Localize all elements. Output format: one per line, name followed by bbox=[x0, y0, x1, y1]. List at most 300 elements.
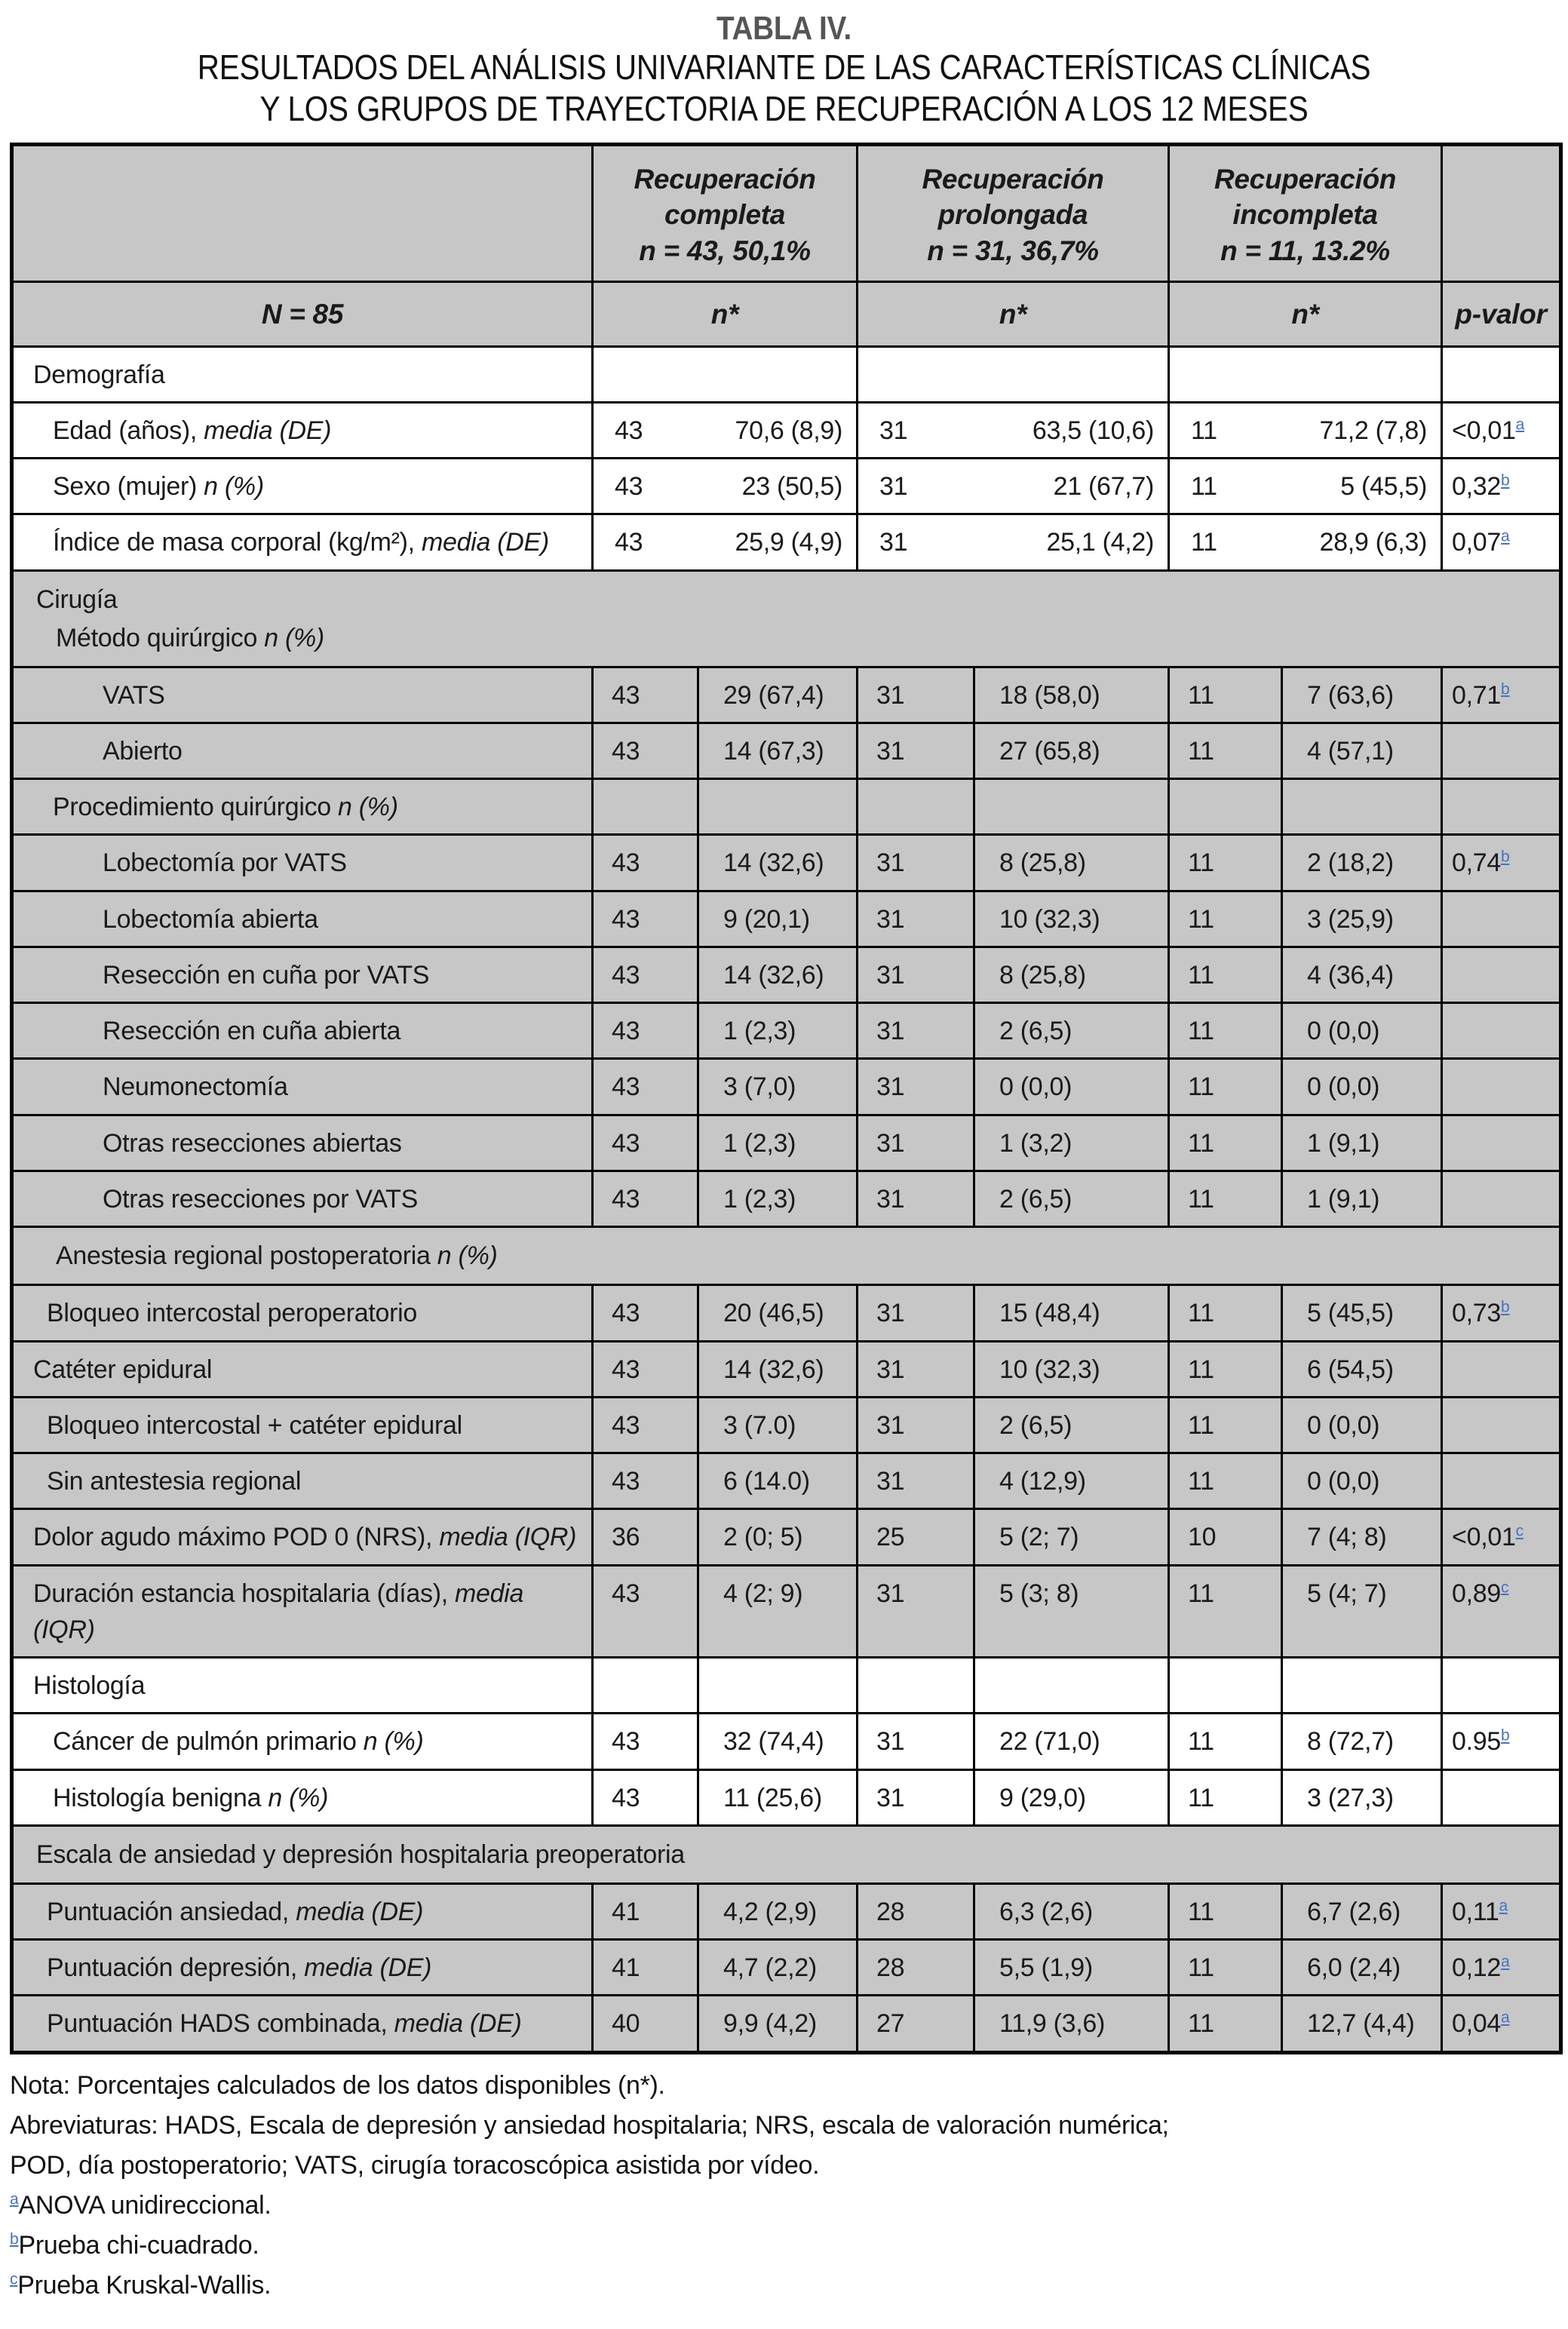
p-value-cell bbox=[1442, 891, 1561, 947]
statistic-cell-g3: 6,0 (2,4) bbox=[1282, 1940, 1442, 1996]
row-label-cell: Otras resecciones por VATS bbox=[12, 1171, 593, 1226]
statistic-cell-g2: 8 (25,8) bbox=[974, 947, 1169, 1002]
available-n-cell-g2: 31 bbox=[858, 1714, 974, 1769]
section-label: Escala de ansiedad y depresión hospitalaria preoperatoria bbox=[36, 1840, 685, 1869]
statistic-cell-g1: 6 (14.0) bbox=[698, 1453, 858, 1509]
available-n: 31 bbox=[879, 416, 908, 445]
row-label-cell: Duración estancia hospitalaria (días), media (IQR) bbox=[12, 1565, 593, 1658]
section-row bbox=[12, 1658, 1561, 1714]
p-value-cell: 0.95$^b$ bbox=[1442, 1714, 1561, 1769]
available-n-cell-g1: 43 bbox=[593, 1285, 698, 1341]
group-data-cell-g2 bbox=[858, 514, 1169, 570]
group-name: Recuperación prolongada bbox=[922, 163, 1104, 231]
available-n-cell-g3: 10 bbox=[1169, 1509, 1282, 1565]
available-n-cell-g2: 31 bbox=[858, 947, 974, 1002]
statistic-cell-g3: 12,7 (4,4) bbox=[1282, 1996, 1442, 2052]
table-row bbox=[12, 1341, 1561, 1397]
available-n-cell-g1: 43 bbox=[593, 1115, 698, 1171]
available-n-cell-g2: 31 bbox=[858, 1003, 974, 1059]
statistic-cell-g1: 1 (2,3) bbox=[698, 1003, 858, 1059]
available-n-cell-g3: 11 bbox=[1169, 1285, 1282, 1341]
available-n-cell-g1: 43 bbox=[593, 891, 698, 947]
table-row bbox=[12, 1714, 1561, 1769]
statistic-cell-g1: 20 (46,5) bbox=[698, 1285, 858, 1341]
statistic-cell-g1: 29 (67,4) bbox=[698, 667, 858, 723]
statistic-cell-g3: 5 (4; 7) bbox=[1282, 1565, 1442, 1658]
footnote-ref-a[interactable]: a bbox=[1501, 528, 1510, 545]
header-row-groups bbox=[12, 144, 1561, 281]
footnote-nota: Nota: Porcentajes calculados de los datos disponibles (n*). bbox=[10, 2070, 665, 2100]
row-label-cell: Cáncer de pulmón primario n (%) bbox=[12, 1714, 593, 1769]
p-value-cell: 0,32$^b$ bbox=[1442, 459, 1561, 514]
footnote-ref-b[interactable]: b bbox=[1501, 471, 1510, 489]
section-label-cell: Procedimiento quirúrgico n (%) bbox=[12, 779, 593, 835]
empty-value-cell-g1 bbox=[698, 779, 858, 835]
available-n-cell-g3: 11 bbox=[1169, 1171, 1282, 1226]
footnotes bbox=[10, 2067, 1558, 2305]
available-n: 31 bbox=[879, 528, 908, 557]
group-count: n = 43, 50,1% bbox=[639, 235, 811, 266]
available-n-cell-g2: 31 bbox=[858, 1115, 974, 1171]
row-label-cell: Edad (años), media (DE) bbox=[12, 402, 593, 458]
univariate-results-table bbox=[10, 143, 1563, 2054]
empty-n-cell-g2 bbox=[858, 1658, 974, 1714]
statistic-cell-g1: 9 (20,1) bbox=[698, 891, 858, 947]
row-label-cell: Resección en cuña por VATS bbox=[12, 947, 593, 1002]
statistic-cell-g1: 1 (2,3) bbox=[698, 1171, 858, 1226]
statistic-cell-g2: 2 (6,5) bbox=[974, 1397, 1169, 1453]
statistic-value: 25,1 (4,2) bbox=[1046, 528, 1155, 557]
row-label-cell: Lobectomía por VATS bbox=[12, 835, 593, 891]
available-n-cell-g3: 11 bbox=[1169, 1996, 1282, 2052]
p-value-cell bbox=[1442, 1003, 1561, 1059]
group-data-cell-g1 bbox=[593, 402, 858, 458]
statistic-value: 5 (45,5) bbox=[1340, 472, 1428, 502]
statistic-cell-g2: 18 (58,0) bbox=[974, 667, 1169, 723]
statistic-cell-g3: 3 (27,3) bbox=[1282, 1769, 1442, 1825]
table-row bbox=[12, 1565, 1561, 1658]
n-star-header-1: n* bbox=[593, 282, 858, 347]
p-value-cell bbox=[1442, 1171, 1561, 1226]
row-label-cell: Puntuación ansiedad, media (DE) bbox=[12, 1883, 593, 1939]
table-row bbox=[12, 835, 1561, 891]
available-n-cell-g2: 25 bbox=[858, 1509, 974, 1565]
empty-n-cell-g1 bbox=[593, 779, 698, 835]
statistic-cell-g3: 1 (9,1) bbox=[1282, 1115, 1442, 1171]
available-n-cell-g3: 11 bbox=[1169, 1714, 1282, 1769]
available-n-cell-g2: 28 bbox=[858, 1940, 974, 1996]
section-row bbox=[12, 346, 1561, 402]
available-n-cell-g3: 11 bbox=[1169, 947, 1282, 1002]
title-line-2: Y LOS GRUPOS DE TRAYECTORIA DE RECUPERACIÓN A LOS 12 MESES bbox=[259, 88, 1309, 128]
statistic-cell-g3: 4 (57,1) bbox=[1282, 723, 1442, 778]
p-value-cell: <0,01$^a$ bbox=[1442, 402, 1561, 458]
statistic-cell-g1: 11 (25,6) bbox=[698, 1769, 858, 1825]
available-n-cell-g3: 11 bbox=[1169, 1565, 1282, 1658]
header-row-n bbox=[12, 282, 1561, 347]
available-n-cell-g2: 31 bbox=[858, 1769, 974, 1825]
statistic-cell-g1: 2 (0; 5) bbox=[698, 1509, 858, 1565]
label-descriptor: media (DE) bbox=[204, 416, 332, 445]
p-value-cell: 0,07$^a$ bbox=[1442, 514, 1561, 570]
available-n: 43 bbox=[615, 528, 643, 557]
available-n: 11 bbox=[1191, 416, 1217, 445]
statistic-cell-g2: 10 (32,3) bbox=[974, 891, 1169, 947]
statistic-cell-g2: 5 (3; 8) bbox=[974, 1565, 1169, 1658]
statistic-cell-g1: 14 (32,6) bbox=[698, 947, 858, 1002]
section-band-cell bbox=[12, 570, 1561, 667]
statistic-cell-g1: 4 (2; 9) bbox=[698, 1565, 858, 1658]
label-descriptor: media (DE) bbox=[296, 1897, 424, 1926]
group-header-3 bbox=[1169, 144, 1442, 281]
p-value-cell: 0,74$^b$ bbox=[1442, 835, 1561, 891]
statistic-cell-g3: 5 (45,5) bbox=[1282, 1285, 1442, 1341]
label-descriptor: n (%) bbox=[338, 793, 398, 822]
available-n-cell-g3: 11 bbox=[1169, 1940, 1282, 1996]
available-n-cell-g3: 11 bbox=[1169, 667, 1282, 723]
statistic-value: 23 (50,5) bbox=[741, 472, 843, 502]
group-data bbox=[597, 524, 853, 560]
statistic-value: 21 (67,7) bbox=[1053, 472, 1155, 502]
row-label-cell: Abierto bbox=[12, 723, 593, 778]
label-descriptor: media (IQR) bbox=[33, 1579, 524, 1644]
statistic-cell-g3: 0 (0,0) bbox=[1282, 1059, 1442, 1115]
group-data-cell-g3 bbox=[1169, 459, 1442, 514]
available-n-cell-g3: 11 bbox=[1169, 1003, 1282, 1059]
statistic-cell-g3: 6 (54,5) bbox=[1282, 1341, 1442, 1397]
statistic-cell-g3: 7 (4; 8) bbox=[1282, 1509, 1442, 1565]
header-p-spacer-cell bbox=[1442, 144, 1561, 281]
title-line-1: RESULTADOS DEL ANÁLISIS UNIVARIANTE DE LAS CARACTERÍSTICAS CLÍNICAS bbox=[197, 48, 1371, 87]
table-row bbox=[12, 1115, 1561, 1171]
label-descriptor: n (%) bbox=[363, 1727, 424, 1757]
statistic-cell-g3: 2 (18,2) bbox=[1282, 835, 1442, 891]
statistic-cell-g2: 4 (12,9) bbox=[974, 1453, 1169, 1509]
statistic-value: 25,9 (4,9) bbox=[735, 528, 843, 557]
available-n-cell-g2: 31 bbox=[858, 1397, 974, 1453]
available-n-cell-g1: 41 bbox=[593, 1883, 698, 1939]
band-row bbox=[12, 1825, 1561, 1883]
available-n-cell-g1: 43 bbox=[593, 835, 698, 891]
group-data-cell-g3 bbox=[1169, 514, 1442, 570]
row-label-cell: Histología benigna n (%) bbox=[12, 1769, 593, 1825]
table-row bbox=[12, 1509, 1561, 1565]
statistic-cell-g2: 0 (0,0) bbox=[974, 1059, 1169, 1115]
statistic-cell-g2: 27 (65,8) bbox=[974, 723, 1169, 778]
row-label-cell: Puntuación HADS combinada, media (DE) bbox=[12, 1996, 593, 2052]
statistic-value: 70,6 (8,9) bbox=[735, 416, 843, 445]
footnote-ref-a[interactable]: a bbox=[1515, 416, 1525, 434]
p-value-cell bbox=[1442, 1059, 1561, 1115]
p-value-cell: 0,04$^a$ bbox=[1442, 1996, 1561, 2052]
available-n-cell-g3: 11 bbox=[1169, 1341, 1282, 1397]
footnote-ref-b[interactable]: b bbox=[1501, 1727, 1510, 1745]
available-n-cell-g2: 28 bbox=[858, 1883, 974, 1939]
p-value-cell bbox=[1442, 1397, 1561, 1453]
footnote-c: $^c$Prueba Kruskal-Wallis. bbox=[10, 2270, 272, 2300]
total-n-cell: N = 85 bbox=[12, 282, 593, 347]
row-label-cell: Puntuación depresión, media (DE) bbox=[12, 1940, 593, 1996]
table-row bbox=[12, 402, 1561, 458]
available-n-cell-g3: 11 bbox=[1169, 1883, 1282, 1939]
header-spacer-cell bbox=[12, 144, 593, 281]
table-row bbox=[12, 1003, 1561, 1059]
label-descriptor: media (DE) bbox=[394, 2009, 522, 2039]
available-n-cell-g1: 43 bbox=[593, 723, 698, 778]
available-n-cell-g1: 43 bbox=[593, 1059, 698, 1115]
footnote-b: $^b$Prueba chi-cuadrado. bbox=[10, 2230, 259, 2260]
row-label-cell: Otras resecciones abiertas bbox=[12, 1115, 593, 1171]
statistic-cell-g1: 1 (2,3) bbox=[698, 1115, 858, 1171]
statistic-cell-g1: 4,7 (2,2) bbox=[698, 1940, 858, 1996]
group-data bbox=[861, 468, 1164, 505]
available-n-cell-g2: 31 bbox=[858, 835, 974, 891]
empty-group-cell-g2 bbox=[858, 346, 1169, 402]
statistic-cell-g2: 2 (6,5) bbox=[974, 1171, 1169, 1226]
group-count: n = 11, 13.2% bbox=[1220, 235, 1390, 266]
statistic-cell-g3: 1 (9,1) bbox=[1282, 1171, 1442, 1226]
statistic-cell-g2: 5 (2; 7) bbox=[974, 1509, 1169, 1565]
statistic-cell-g2: 15 (48,4) bbox=[974, 1285, 1169, 1341]
available-n-cell-g1: 43 bbox=[593, 1769, 698, 1825]
footnote-ref-b[interactable]: b bbox=[1501, 1298, 1510, 1316]
empty-p-cell bbox=[1442, 1658, 1561, 1714]
table-row bbox=[12, 1769, 1561, 1825]
empty-value-cell-g3 bbox=[1282, 1658, 1442, 1714]
row-label-cell: Sexo (mujer) n (%) bbox=[12, 459, 593, 514]
available-n-cell-g2: 31 bbox=[858, 667, 974, 723]
table-row bbox=[12, 1453, 1561, 1509]
footnote-ref-a[interactable]: a bbox=[1501, 1953, 1510, 1971]
available-n-cell-g2: 31 bbox=[858, 1171, 974, 1226]
table-row bbox=[12, 1285, 1561, 1341]
available-n-cell-g1: 40 bbox=[593, 1996, 698, 2052]
statistic-cell-g1: 14 (32,6) bbox=[698, 1341, 858, 1397]
available-n-cell-g2: 31 bbox=[858, 1285, 974, 1341]
statistic-cell-g1: 32 (74,4) bbox=[698, 1714, 858, 1769]
available-n: 11 bbox=[1191, 472, 1217, 502]
statistic-cell-g3: 7 (63,6) bbox=[1282, 667, 1442, 723]
footnote-abreviaturas-1: Abreviaturas: HADS, Escala de depresión y ansiedad hospitalaria; NRS, escala de valoración numérica; bbox=[10, 2110, 1169, 2140]
table-row bbox=[12, 723, 1561, 778]
p-value-cell: 0,11$^a$ bbox=[1442, 1883, 1561, 1939]
statistic-cell-g1: 4,2 (2,9) bbox=[698, 1883, 858, 1939]
group-data-cell-g3 bbox=[1169, 402, 1442, 458]
statistic-cell-g3: 6,7 (2,6) bbox=[1282, 1883, 1442, 1939]
footnote-ref-a[interactable]: a bbox=[1499, 1897, 1508, 1915]
group-data bbox=[1173, 468, 1438, 505]
empty-group-cell-g1 bbox=[593, 346, 858, 402]
available-n-cell-g1: 43 bbox=[593, 1341, 698, 1397]
table-title bbox=[10, 11, 1558, 129]
empty-value-cell-g2 bbox=[974, 1658, 1169, 1714]
section-label: Anestesia regional postoperatoria n (%) bbox=[56, 1241, 498, 1271]
statistic-cell-g1: 3 (7,0) bbox=[698, 1059, 858, 1115]
table-row bbox=[12, 891, 1561, 947]
p-value-cell: 0,89$^c$ bbox=[1442, 1565, 1561, 1658]
row-label-cell: Dolor agudo máximo POD 0 (NRS), media (IQR) bbox=[12, 1509, 593, 1565]
statistic-cell-g2: 22 (71,0) bbox=[974, 1714, 1169, 1769]
group-count: n = 31, 36,7% bbox=[927, 235, 1099, 266]
available-n-cell-g3: 11 bbox=[1169, 723, 1282, 778]
label-descriptor: n (%) bbox=[437, 1241, 498, 1271]
footnote-a: $^a$ANOVA unidireccional. bbox=[10, 2190, 272, 2220]
footnote-ref-b[interactable]: b bbox=[10, 2230, 19, 2248]
footnote-ref-b[interactable]: b bbox=[1501, 680, 1510, 698]
group-header-2 bbox=[858, 144, 1169, 281]
available-n-cell-g1: 43 bbox=[593, 1397, 698, 1453]
row-label-cell: Resección en cuña abierta bbox=[12, 1003, 593, 1059]
band-row bbox=[12, 570, 1561, 667]
table-row bbox=[12, 1171, 1561, 1226]
p-value-cell bbox=[1442, 723, 1561, 778]
table-row bbox=[12, 459, 1561, 514]
group-data bbox=[1173, 524, 1438, 560]
available-n-cell-g3: 11 bbox=[1169, 1769, 1282, 1825]
empty-p-cell bbox=[1442, 346, 1561, 402]
statistic-cell-g2: 10 (32,3) bbox=[974, 1341, 1169, 1397]
subsection-label: Método quirúrgico n (%) bbox=[56, 623, 324, 652]
group-data bbox=[861, 524, 1164, 560]
row-label-cell: Índice de masa corporal (kg/m²), media (DE) bbox=[12, 514, 593, 570]
empty-group-cell-g3 bbox=[1169, 346, 1442, 402]
statistic-cell-g1: 14 (32,6) bbox=[698, 835, 858, 891]
statistic-cell-g3: 0 (0,0) bbox=[1282, 1453, 1442, 1509]
statistic-value: 71,2 (7,8) bbox=[1319, 416, 1428, 445]
available-n-cell-g2: 31 bbox=[858, 891, 974, 947]
available-n: 43 bbox=[615, 472, 643, 502]
table-row bbox=[12, 1940, 1561, 1996]
available-n-cell-g1: 43 bbox=[593, 1714, 698, 1769]
statistic-cell-g3: 3 (25,9) bbox=[1282, 891, 1442, 947]
available-n: 11 bbox=[1191, 528, 1217, 557]
table-row bbox=[12, 1883, 1561, 1939]
available-n-cell-g1: 43 bbox=[593, 1565, 698, 1658]
empty-p-cell bbox=[1442, 779, 1561, 835]
row-label-cell: Catéter epidural bbox=[12, 1341, 593, 1397]
p-value-cell bbox=[1442, 1115, 1561, 1171]
available-n-cell-g3: 11 bbox=[1169, 1059, 1282, 1115]
statistic-cell-g2: 11,9 (3,6) bbox=[974, 1996, 1169, 2052]
empty-value-cell-g3 bbox=[1282, 779, 1442, 835]
statistic-cell-g3: 8 (72,7) bbox=[1282, 1714, 1442, 1769]
group-data bbox=[597, 468, 853, 505]
available-n: 43 bbox=[615, 416, 643, 445]
empty-n-cell-g1 bbox=[593, 1658, 698, 1714]
available-n-cell-g1: 43 bbox=[593, 1171, 698, 1226]
p-value-cell bbox=[1442, 1453, 1561, 1509]
label-descriptor: media (IQR) bbox=[439, 1523, 577, 1552]
statistic-value: 63,5 (10,6) bbox=[1032, 416, 1155, 445]
empty-value-cell-g1 bbox=[698, 1658, 858, 1714]
section-label-cell: Histología bbox=[12, 1658, 593, 1714]
available-n-cell-g1: 41 bbox=[593, 1940, 698, 1996]
available-n-cell-g2: 27 bbox=[858, 1996, 974, 2052]
available-n-cell-g2: 31 bbox=[858, 1453, 974, 1509]
available-n-cell-g2: 31 bbox=[858, 723, 974, 778]
footnote-ref-c[interactable]: c bbox=[10, 2270, 18, 2288]
available-n-cell-g3: 11 bbox=[1169, 1397, 1282, 1453]
group-data-cell-g1 bbox=[593, 514, 858, 570]
row-label-cell: Neumonectomía bbox=[12, 1059, 593, 1115]
group-name: Recuperación incompleta bbox=[1214, 163, 1397, 231]
statistic-cell-g1: 14 (67,3) bbox=[698, 723, 858, 778]
statistic-cell-g3: 4 (36,4) bbox=[1282, 947, 1442, 1002]
group-data bbox=[861, 413, 1164, 449]
available-n-cell-g1: 43 bbox=[593, 947, 698, 1002]
p-value-header-cell: p-valor bbox=[1442, 282, 1561, 347]
section-band-cell bbox=[12, 1227, 1561, 1285]
footnote-ref-c[interactable]: c bbox=[1515, 1522, 1524, 1540]
footnote-ref-b[interactable]: b bbox=[1501, 848, 1510, 867]
available-n-cell-g1: 43 bbox=[593, 1003, 698, 1059]
statistic-cell-g2: 6,3 (2,6) bbox=[974, 1883, 1169, 1939]
statistic-cell-g3: 0 (0,0) bbox=[1282, 1397, 1442, 1453]
statistic-cell-g2: 9 (29,0) bbox=[974, 1769, 1169, 1825]
available-n-cell-g1: 43 bbox=[593, 1453, 698, 1509]
n-star-header-3: n* bbox=[1169, 282, 1442, 347]
table-row bbox=[12, 1996, 1561, 2052]
p-value-cell bbox=[1442, 1341, 1561, 1397]
available-n-cell-g2: 31 bbox=[858, 1059, 974, 1115]
row-label-cell: VATS bbox=[12, 667, 593, 723]
section-label-cell: Demografía bbox=[12, 346, 593, 402]
available-n-cell-g1: 43 bbox=[593, 667, 698, 723]
n-star-header-2: n* bbox=[858, 282, 1169, 347]
label-descriptor: n (%) bbox=[204, 472, 264, 502]
statistic-cell-g3: 0 (0,0) bbox=[1282, 1003, 1442, 1059]
footnote-ref-a[interactable]: a bbox=[1501, 2009, 1510, 2027]
section-band-cell bbox=[12, 1825, 1561, 1883]
available-n-cell-g3: 11 bbox=[1169, 1453, 1282, 1509]
label-descriptor: n (%) bbox=[268, 1783, 329, 1812]
section-label: Cirugía bbox=[36, 585, 118, 614]
available-n-cell-g2: 31 bbox=[858, 1341, 974, 1397]
empty-n-cell-g2 bbox=[858, 779, 974, 835]
group-data bbox=[1173, 413, 1438, 449]
table-row bbox=[12, 514, 1561, 570]
statistic-cell-g2: 2 (6,5) bbox=[974, 1003, 1169, 1059]
statistic-cell-g2: 5,5 (1,9) bbox=[974, 1940, 1169, 1996]
footnote-ref-a[interactable]: a bbox=[10, 2190, 19, 2208]
table-row bbox=[12, 947, 1561, 1002]
p-value-cell: 0,12$^a$ bbox=[1442, 1940, 1561, 1996]
row-label-cell: Bloqueo intercostal peroperatorio bbox=[12, 1285, 593, 1341]
available-n-cell-g3: 11 bbox=[1169, 835, 1282, 891]
group-header-1 bbox=[593, 144, 858, 281]
group-data-cell-g1 bbox=[593, 459, 858, 514]
table-row bbox=[12, 667, 1561, 723]
table-row bbox=[12, 1059, 1561, 1115]
footnote-ref-c[interactable]: c bbox=[1501, 1579, 1509, 1597]
label-descriptor: media (DE) bbox=[421, 528, 549, 557]
available-n-cell-g3: 11 bbox=[1169, 1115, 1282, 1171]
p-value-cell bbox=[1442, 1769, 1561, 1825]
empty-value-cell-g2 bbox=[974, 779, 1169, 835]
p-value-cell bbox=[1442, 947, 1561, 1002]
statistic-value: 28,9 (6,3) bbox=[1319, 528, 1428, 557]
available-n-cell-g2: 31 bbox=[858, 1565, 974, 1658]
footnote-abreviaturas-2: POD, día postoperatorio; VATS, cirugía toracoscópica asistida por vídeo. bbox=[10, 2150, 820, 2180]
available-n: 31 bbox=[879, 472, 908, 502]
label-descriptor: n (%) bbox=[264, 623, 324, 652]
group-name: Recuperación completa bbox=[634, 163, 816, 231]
table-number: TABLA IV. bbox=[716, 10, 852, 47]
p-value-cell: 0,71$^b$ bbox=[1442, 667, 1561, 723]
available-n-cell-g3: 11 bbox=[1169, 891, 1282, 947]
table-row bbox=[12, 1397, 1561, 1453]
statistic-cell-g1: 3 (7.0) bbox=[698, 1397, 858, 1453]
